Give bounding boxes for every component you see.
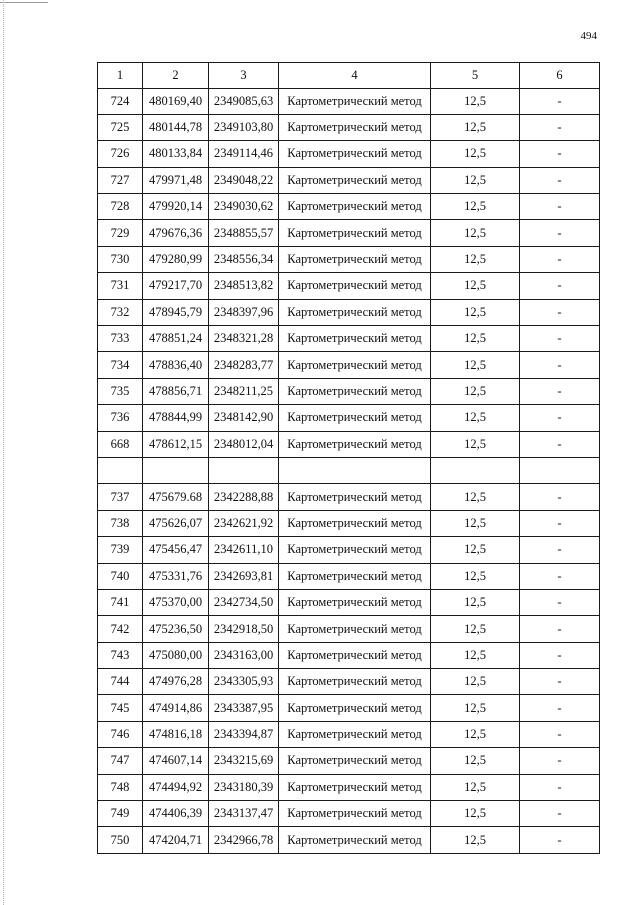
cell-method: Картометрический метод: [279, 326, 431, 352]
cell-note: -: [520, 510, 600, 536]
table-row: [98, 220, 600, 246]
coordinates-table: [97, 62, 600, 854]
cell-note: -: [520, 326, 600, 352]
cell-point-number: [98, 457, 143, 483]
cell-accuracy: 12,5: [431, 167, 520, 193]
cell-coordinate-y: 2348397,96: [209, 299, 279, 325]
cell-accuracy: [431, 457, 520, 483]
table-row: [98, 378, 600, 404]
cell-note: -: [520, 589, 600, 615]
cell-coordinate-y: 2348321,28: [209, 326, 279, 352]
cell-accuracy: 12,5: [431, 220, 520, 246]
cell-point-number: 741: [98, 589, 143, 615]
cell-coordinate-y: 2349085,63: [209, 88, 279, 114]
cell-point-number: 724: [98, 88, 143, 114]
cell-method: Картометрический метод: [279, 378, 431, 404]
cell-coordinate-y: 2343163,00: [209, 642, 279, 668]
cell-point-number: 750: [98, 827, 143, 853]
cell-coordinate-y: 2343305,93: [209, 669, 279, 695]
cell-point-number: 742: [98, 616, 143, 642]
cell-accuracy: 12,5: [431, 352, 520, 378]
cell-accuracy: 12,5: [431, 695, 520, 721]
cell-point-number: 732: [98, 299, 143, 325]
cell-note: -: [520, 246, 600, 272]
cell-accuracy: 12,5: [431, 642, 520, 668]
table-row: [98, 326, 600, 352]
cell-coordinate-y: [209, 457, 279, 483]
table-row: [98, 141, 600, 167]
cell-note: -: [520, 273, 600, 299]
cell-point-number: 738: [98, 510, 143, 536]
cell-coordinate-x: 479676,36: [143, 220, 209, 246]
table-row: [98, 669, 600, 695]
cell-method: Картометрический метод: [279, 405, 431, 431]
cell-point-number: 736: [98, 405, 143, 431]
table-row: [98, 431, 600, 457]
cell-accuracy: 12,5: [431, 141, 520, 167]
cell-coordinate-y: 2342693,81: [209, 563, 279, 589]
cell-point-number: 728: [98, 194, 143, 220]
cell-method: Картометрический метод: [279, 299, 431, 325]
table-row: [98, 721, 600, 747]
cell-note: -: [520, 405, 600, 431]
cell-note: -: [520, 299, 600, 325]
cell-coordinate-x: 478612,15: [143, 431, 209, 457]
cell-coordinate-y: 2343394,87: [209, 721, 279, 747]
cell-note: -: [520, 563, 600, 589]
cell-accuracy: 12,5: [431, 537, 520, 563]
cell-coordinate-y: 2342966,78: [209, 827, 279, 853]
header-cell-6: 6: [520, 63, 600, 89]
cell-method: Картометрический метод: [279, 589, 431, 615]
cell-method: Картометрический метод: [279, 431, 431, 457]
cell-method: Картометрический метод: [279, 721, 431, 747]
table-row: [98, 801, 600, 827]
cell-note: -: [520, 484, 600, 510]
cell-accuracy: 12,5: [431, 721, 520, 747]
cell-method: Картометрический метод: [279, 167, 431, 193]
header-cell-1: 1: [98, 63, 143, 89]
cell-accuracy: 12,5: [431, 484, 520, 510]
cell-coordinate-x: 478945,79: [143, 299, 209, 325]
table-row: [98, 273, 600, 299]
cell-coordinate-x: 474816,18: [143, 721, 209, 747]
cell-note: -: [520, 695, 600, 721]
cell-coordinate-x: 480144,78: [143, 114, 209, 140]
table-row: [98, 114, 600, 140]
cell-coordinate-x: 475370,00: [143, 589, 209, 615]
cell-coordinate-x: 480169,40: [143, 88, 209, 114]
cell-coordinate-x: 479920,14: [143, 194, 209, 220]
cell-coordinate-x: 475331,76: [143, 563, 209, 589]
cell-coordinate-x: 478836,40: [143, 352, 209, 378]
cell-coordinate-x: 474914,86: [143, 695, 209, 721]
cell-note: -: [520, 88, 600, 114]
table-row: [98, 748, 600, 774]
cell-note: -: [520, 801, 600, 827]
cell-accuracy: 12,5: [431, 378, 520, 404]
cell-coordinate-x: [143, 457, 209, 483]
cell-point-number: 726: [98, 141, 143, 167]
cell-note: -: [520, 114, 600, 140]
cell-method: Картометрический метод: [279, 352, 431, 378]
cell-note: -: [520, 167, 600, 193]
cell-coordinate-x: 479280,99: [143, 246, 209, 272]
cell-accuracy: 12,5: [431, 563, 520, 589]
table-row: [98, 616, 600, 642]
cell-method: Картометрический метод: [279, 748, 431, 774]
cell-note: [520, 457, 600, 483]
cell-coordinate-y: 2342611,10: [209, 537, 279, 563]
cell-coordinate-x: 474976,28: [143, 669, 209, 695]
cell-point-number: 725: [98, 114, 143, 140]
cell-coordinate-x: 474406,39: [143, 801, 209, 827]
cell-note: -: [520, 748, 600, 774]
cell-coordinate-y: 2348012,04: [209, 431, 279, 457]
cell-point-number: 746: [98, 721, 143, 747]
cell-coordinate-y: 2349103,80: [209, 114, 279, 140]
cell-method: Картометрический метод: [279, 246, 431, 272]
table-row: [98, 537, 600, 563]
header-cell-4: 4: [279, 63, 431, 89]
cell-coordinate-x: 478851,24: [143, 326, 209, 352]
cell-point-number: 730: [98, 246, 143, 272]
cell-point-number: 740: [98, 563, 143, 589]
cell-method: Картометрический метод: [279, 194, 431, 220]
table-row: [98, 695, 600, 721]
cell-point-number: 729: [98, 220, 143, 246]
cell-accuracy: 12,5: [431, 616, 520, 642]
cell-accuracy: 12,5: [431, 748, 520, 774]
cell-method: [279, 457, 431, 483]
cell-coordinate-x: 479217,70: [143, 273, 209, 299]
table-row: [98, 774, 600, 800]
cell-coordinate-y: 2348283,77: [209, 352, 279, 378]
cell-coordinate-y: 2349048,22: [209, 167, 279, 193]
cell-accuracy: 12,5: [431, 669, 520, 695]
header-row: [98, 63, 600, 89]
cell-accuracy: 12,5: [431, 273, 520, 299]
cell-coordinate-y: 2343387,95: [209, 695, 279, 721]
cell-coordinate-x: 478856,71: [143, 378, 209, 404]
cell-accuracy: 12,5: [431, 510, 520, 536]
cell-method: Картометрический метод: [279, 220, 431, 246]
cell-coordinate-y: 2343180,39: [209, 774, 279, 800]
cell-note: -: [520, 827, 600, 853]
cell-coordinate-y: 2348211,25: [209, 378, 279, 404]
cell-note: -: [520, 642, 600, 668]
table-row: [98, 352, 600, 378]
cell-coordinate-y: 2342918,50: [209, 616, 279, 642]
cell-accuracy: 12,5: [431, 801, 520, 827]
cell-accuracy: 12,5: [431, 774, 520, 800]
cell-method: Картометрический метод: [279, 484, 431, 510]
table-row: [98, 246, 600, 272]
cell-coordinate-y: 2349030,62: [209, 194, 279, 220]
cell-coordinate-x: 475626,07: [143, 510, 209, 536]
cell-method: Картометрический метод: [279, 510, 431, 536]
cell-coordinate-y: 2348142,90: [209, 405, 279, 431]
top-edge-line: [0, 2, 48, 3]
cell-note: -: [520, 352, 600, 378]
cell-accuracy: 12,5: [431, 405, 520, 431]
page-number: 494: [580, 30, 597, 42]
cell-note: -: [520, 378, 600, 404]
cell-method: Картометрический метод: [279, 563, 431, 589]
table-row: [98, 405, 600, 431]
cell-point-number: 743: [98, 642, 143, 668]
cell-method: Картометрический метод: [279, 88, 431, 114]
cell-accuracy: 12,5: [431, 88, 520, 114]
cell-method: Картометрический метод: [279, 642, 431, 668]
cell-accuracy: 12,5: [431, 589, 520, 615]
cell-note: -: [520, 616, 600, 642]
cell-accuracy: 12,5: [431, 431, 520, 457]
cell-point-number: 739: [98, 537, 143, 563]
cell-point-number: 749: [98, 801, 143, 827]
table-row: [98, 194, 600, 220]
cell-note: -: [520, 194, 600, 220]
table-row: [98, 827, 600, 853]
header-cell-2: 2: [143, 63, 209, 89]
cell-coordinate-x: 475080,00: [143, 642, 209, 668]
cell-point-number: 668: [98, 431, 143, 457]
table-body: [98, 88, 600, 853]
cell-coordinate-x: 475679.68: [143, 484, 209, 510]
cell-note: -: [520, 721, 600, 747]
cell-coordinate-x: 478844,99: [143, 405, 209, 431]
table-row: [98, 457, 600, 483]
cell-point-number: 735: [98, 378, 143, 404]
table-row: [98, 510, 600, 536]
cell-coordinate-x: 474204,71: [143, 827, 209, 853]
header-cell-5: 5: [431, 63, 520, 89]
left-scan-edge: [3, 0, 4, 905]
cell-method: Картометрический метод: [279, 669, 431, 695]
table-row: [98, 299, 600, 325]
cell-method: Картометрический метод: [279, 273, 431, 299]
cell-accuracy: 12,5: [431, 326, 520, 352]
cell-note: -: [520, 141, 600, 167]
cell-method: Картометрический метод: [279, 695, 431, 721]
cell-note: -: [520, 774, 600, 800]
cell-coordinate-x: 479971,48: [143, 167, 209, 193]
cell-coordinate-x: 474607,14: [143, 748, 209, 774]
cell-point-number: 748: [98, 774, 143, 800]
table-row: [98, 642, 600, 668]
cell-method: Картометрический метод: [279, 827, 431, 853]
cell-coordinate-y: 2348556,34: [209, 246, 279, 272]
cell-coordinate-x: 474494,92: [143, 774, 209, 800]
table-row: [98, 88, 600, 114]
table-row: [98, 589, 600, 615]
cell-method: Картометрический метод: [279, 537, 431, 563]
cell-note: -: [520, 220, 600, 246]
cell-point-number: 737: [98, 484, 143, 510]
cell-accuracy: 12,5: [431, 299, 520, 325]
table-header: [98, 63, 600, 89]
cell-accuracy: 12,5: [431, 246, 520, 272]
cell-note: -: [520, 431, 600, 457]
cell-point-number: 727: [98, 167, 143, 193]
cell-coordinate-x: 480133,84: [143, 141, 209, 167]
cell-method: Картометрический метод: [279, 801, 431, 827]
cell-coordinate-x: 475456,47: [143, 537, 209, 563]
cell-coordinate-y: 2342288,88: [209, 484, 279, 510]
cell-coordinate-y: 2343137,47: [209, 801, 279, 827]
cell-point-number: 734: [98, 352, 143, 378]
cell-note: -: [520, 669, 600, 695]
cell-accuracy: 12,5: [431, 194, 520, 220]
cell-coordinate-x: 475236,50: [143, 616, 209, 642]
cell-coordinate-y: 2348855,57: [209, 220, 279, 246]
cell-method: Картометрический метод: [279, 141, 431, 167]
cell-coordinate-y: 2342621,92: [209, 510, 279, 536]
cell-point-number: 731: [98, 273, 143, 299]
cell-point-number: 745: [98, 695, 143, 721]
cell-method: Картометрический метод: [279, 774, 431, 800]
table-row: [98, 563, 600, 589]
cell-point-number: 733: [98, 326, 143, 352]
cell-coordinate-y: 2342734,50: [209, 589, 279, 615]
cell-point-number: 744: [98, 669, 143, 695]
cell-accuracy: 12,5: [431, 114, 520, 140]
cell-method: Картометрический метод: [279, 114, 431, 140]
cell-accuracy: 12,5: [431, 827, 520, 853]
table-row: [98, 167, 600, 193]
table-row: [98, 484, 600, 510]
cell-method: Картометрический метод: [279, 616, 431, 642]
cell-note: -: [520, 537, 600, 563]
cell-point-number: 747: [98, 748, 143, 774]
cell-coordinate-y: 2348513,82: [209, 273, 279, 299]
cell-coordinate-y: 2349114,46: [209, 141, 279, 167]
cell-coordinate-y: 2343215,69: [209, 748, 279, 774]
header-cell-3: 3: [209, 63, 279, 89]
